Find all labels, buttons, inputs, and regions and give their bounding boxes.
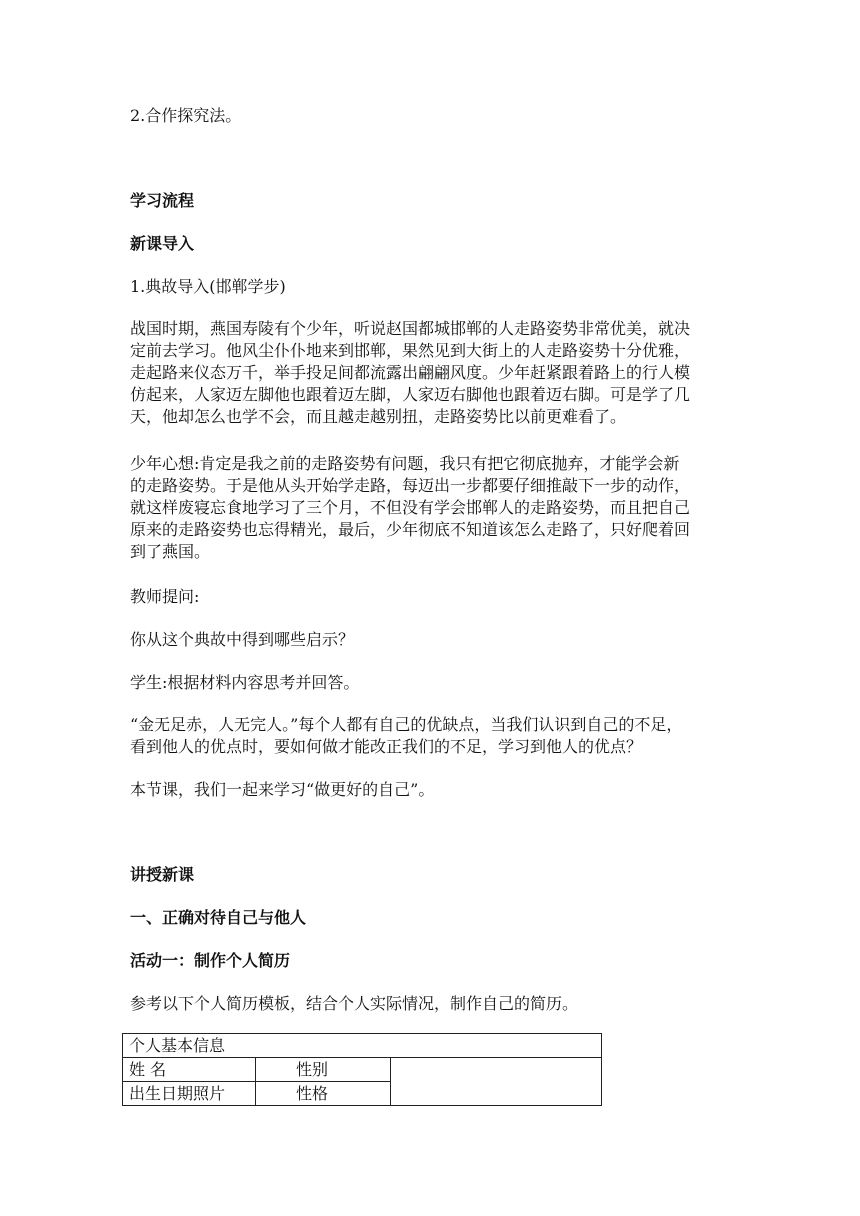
quote-paragraph [130, 714, 730, 758]
section-heading-learning-flow: 学习流程 [130, 191, 195, 210]
lesson-topic: 本节课，我们一起来学习“做更好的自己”。 [130, 780, 435, 799]
intro-item-1: 1.典故导入(邯郸学步) [130, 277, 286, 296]
table-cell-gender-label: 性别 [256, 1058, 391, 1082]
story-line: 就这样废寝忘食地学习了三个月，不但没有学会邯郸人的走路姿势，而且把自己 [130, 498, 691, 517]
heading-part-1: 一、正确对待自己与他人 [130, 908, 307, 927]
story-line: 天，他却怎么也学不会，而且越走越别扭，走路姿势比以前更难看了。 [130, 407, 627, 426]
story-paragraph-2 [130, 453, 730, 563]
table-cell-name-label: 姓 名 [123, 1058, 256, 1082]
table-cell-birthdate-label: 出生日期照片 [123, 1082, 256, 1106]
quote-line: 看到他人的优点时，要如何做才能改正我们的不足，学习到他人的优点？ [130, 737, 643, 756]
section-heading-teach-new: 讲授新课 [130, 865, 195, 884]
teacher-question: 你从这个典故中得到哪些启示？ [130, 630, 355, 649]
student-answer: 学生:根据材料内容思考并回答。 [130, 673, 360, 692]
table-row [123, 1058, 602, 1082]
story-line: 少年心想:肯定是我之前的走路姿势有问题，我只有把它彻底抛弃，才能学会新 [130, 454, 680, 473]
story-line: 的走路姿势。于是他从头开始学走路，每迈出一步都要仔细推敲下一步的动作， [130, 476, 691, 495]
method-item-2: 2.合作探究法。 [130, 106, 242, 125]
resume-template-table [122, 1033, 602, 1106]
story-line: 战国时期，燕国寿陵有个少年，听说赵国都城邯郸的人走路姿势非常优美，就决 [130, 319, 691, 338]
table-row [123, 1034, 602, 1058]
section-heading-new-lesson-intro: 新课导入 [130, 234, 195, 253]
table-cell-photo [391, 1058, 602, 1106]
teacher-question-label: 教师提问: [130, 587, 200, 606]
story-line: 定前去学习。他风尘仆仆地来到邯郸，果然见到大街上的人走路姿势十分优雅， [130, 341, 691, 360]
table-cell-personality-label: 性格 [256, 1082, 391, 1106]
table-header-cell: 个人基本信息 [123, 1034, 602, 1058]
story-line: 原来的走路姿势也忘得精光，最后，少年彻底不知道该怎么走路了，只好爬着回 [130, 520, 691, 539]
quote-line: “金无足赤，人无完人。”每个人都有自己的优缺点，当我们认识到自己的不足， [130, 715, 683, 734]
story-line: 仿起来，人家迈左脚他也跟着迈左脚，人家迈右脚他也跟着迈右脚。可是学了几 [130, 385, 691, 404]
story-line: 到了燕国。 [130, 542, 211, 561]
activity-1-instruction: 参考以下个人简历模板，结合个人实际情况，制作自己的简历。 [130, 994, 579, 1013]
activity-1-heading: 活动一：制作个人简历 [130, 951, 291, 970]
story-paragraph-1 [130, 318, 730, 428]
story-line: 走起路来仪态万千，举手投足间都流露出翩翩风度。少年赶紧跟着路上的行人模 [130, 363, 691, 382]
